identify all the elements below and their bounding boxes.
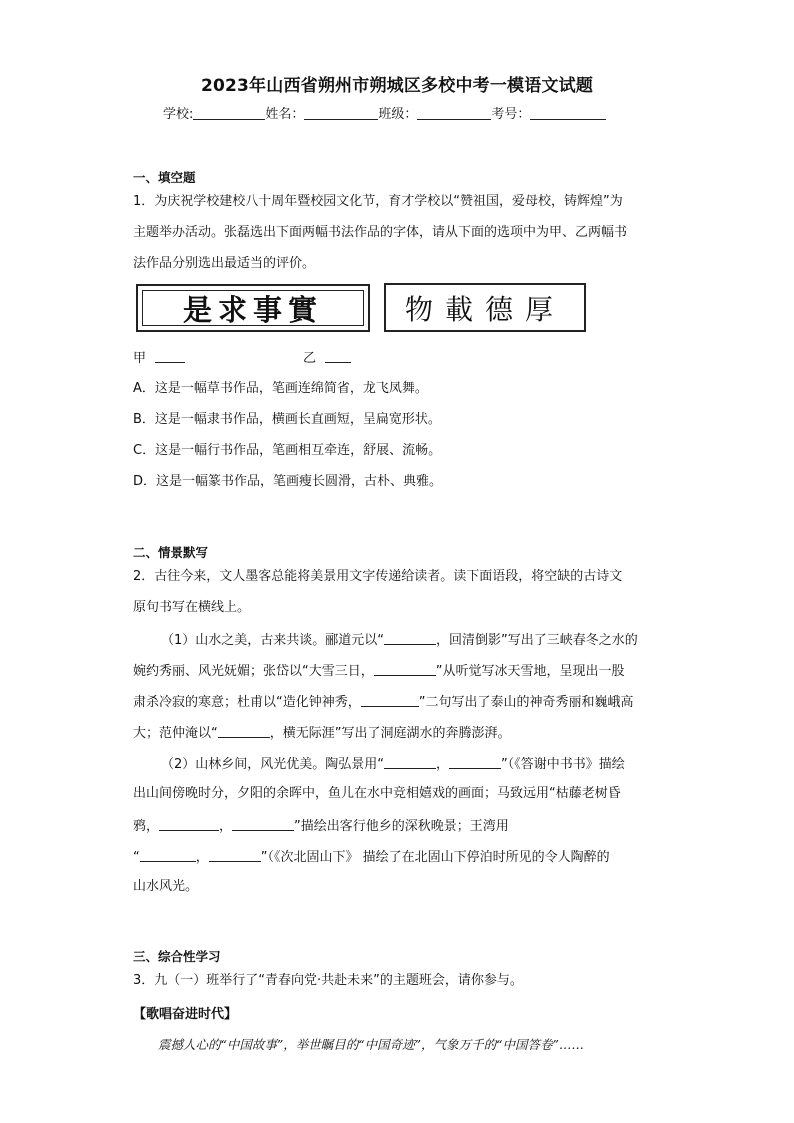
q1-option-b[interactable]: B．这是一幅隶书作品，横画长直画短，呈扁宽形状。 [133,412,441,427]
q2-p1-line-3 [133,694,634,709]
q1-text-line-2: 主题举办活动。张磊选出下面两幅书法作品的字体，请从下面的选项中为甲、乙两幅书 [133,225,628,240]
q2-blank-8[interactable] [232,818,294,831]
q2-p2-text: 鸦， [133,819,160,834]
yi-answer-blank[interactable] [325,350,351,363]
q2-p1-line-2 [133,663,625,678]
exam-no-blank[interactable] [530,106,606,120]
q2-blank-7[interactable] [159,818,219,831]
q2-p1-text: ，回清倒影”写出了三峡春冬之水的 [436,633,638,648]
q2-p1-text: ”从听觉写冰天雪地，呈现出一股 [435,664,625,679]
calligraphy-artwork-yi [384,283,586,332]
q1-option-c[interactable]: C．这是一幅行书作品，笔画相互牵连，舒展、流畅。 [133,443,442,458]
q2-blank-1[interactable] [384,632,436,645]
exam-no-label: 考号： [491,107,531,122]
q2-p2-line-1 [161,756,625,771]
q2-p1-text: （1）山水之美，古来共谈。郦道元以“ [161,633,385,648]
page-title: 2023年山西省朔州市朔城区多校中考一模语文试题 [200,76,594,96]
jia-answer-blank[interactable] [155,350,185,363]
q2-p2-line-2: 出山间傍晚时分，夕阳的余晖中，鱼儿在水中竞相嬉戏的画面；马致远用“枯藤老树昏 [133,786,621,801]
q2-p2-text: ， [436,757,450,772]
q2-p2-text: ， [195,850,209,865]
q1-option-a[interactable]: A．这是一幅草书作品，笔画连绵简省，龙飞凤舞。 [133,381,428,396]
q2-intro-line-2: 原句书写在横线上。 [133,600,251,615]
q2-p2-line-5: 山水风光。 [133,879,199,894]
q2-blank-4[interactable] [218,725,270,738]
calligraphy-text-jia: 是求事實 [142,290,364,326]
q2-blank-6[interactable] [449,756,501,769]
q2-blank-9[interactable] [140,849,196,862]
student-info-line [163,103,606,122]
q2-blank-2[interactable] [374,663,436,676]
answer-yi-row [303,350,351,365]
q2-p1-line-4 [133,725,511,740]
q2-p1-text: 肃杀冷寂的寒意；杜甫以“造化钟神秀， [133,695,361,710]
q2-p1-text: ”二句写出了泰山的神奇秀丽和巍峨高 [418,695,634,710]
q2-p2-line-4 [133,849,610,864]
q1-option-d[interactable]: D．这是一幅篆书作品，笔画瘦长圆滑，古朴、典雅。 [133,474,443,489]
name-blank[interactable] [304,106,378,120]
name-label: 姓名： [265,107,305,122]
school-blank[interactable] [193,106,265,120]
q2-p2-text: （2）山林乡间，风光优美。陶弘景用“ [161,757,385,772]
q1-text-line-1: 1．为庆祝学校建校八十周年暨校园文化节，育才学校以“赞祖国，爱母校，铸辉煌”为 [133,194,623,209]
q3-handwritten-text: 震撼人心的“中国故事”，举世瞩目的“中国奇迹”，气象万千的“中国答卷”…… [158,1037,584,1052]
school-label: 学校: [163,107,194,122]
jia-label: 甲 [133,351,147,366]
section-heading-2: 二、情景默写 [133,545,209,560]
q2-p2-line-3 [133,818,509,833]
q2-p2-text: ”描绘出客行他乡的深秋晚景；王湾用 [294,819,509,834]
q2-blank-5[interactable] [384,756,436,769]
class-blank[interactable] [417,106,491,120]
q2-p2-text: ”（《答谢中书书》描绘 [501,757,625,772]
q2-p1-line-1 [161,632,638,647]
q2-p2-text: “ [133,850,140,865]
q1-text-line-3: 法作品分别选出最适当的评价。 [133,256,316,271]
q2-p1-text: ，横无际涯”写出了洞庭湖水的奔腾澎湃。 [269,726,511,741]
q3-subheading: 【歌唱奋进时代】 [133,1007,238,1022]
calligraphy-artwork-jia [136,284,370,332]
class-label: 班级： [378,107,418,122]
q3-intro: 3．九（一）班举行了“青春向党·共赴未来”的主题班会，请你参与。 [133,973,523,988]
q2-blank-10[interactable] [209,849,261,862]
section-heading-3: 三、综合性学习 [133,949,221,964]
q2-p2-text: ”（《次北固山下》 描绘了在北固山下停泊时所见的令人陶醉的 [260,850,610,865]
q2-p1-text: 大；范仲淹以“ [133,726,218,741]
q2-p2-text: ， [219,819,233,834]
q2-blank-3[interactable] [361,694,419,707]
q2-intro-line-1: 2．古往今来，文人墨客总能将美景用文字传递给读者。读下面语段，将空缺的古诗文 [133,569,623,584]
section-heading-1: 一、填空题 [133,170,196,185]
answer-jia-row [133,350,185,365]
yi-label: 乙 [303,351,317,366]
calligraphy-text-yi: 物載德厚 [404,292,565,326]
q2-p1-text: 婉约秀丽、风光妩媚；张岱以“大雪三日， [133,664,374,679]
